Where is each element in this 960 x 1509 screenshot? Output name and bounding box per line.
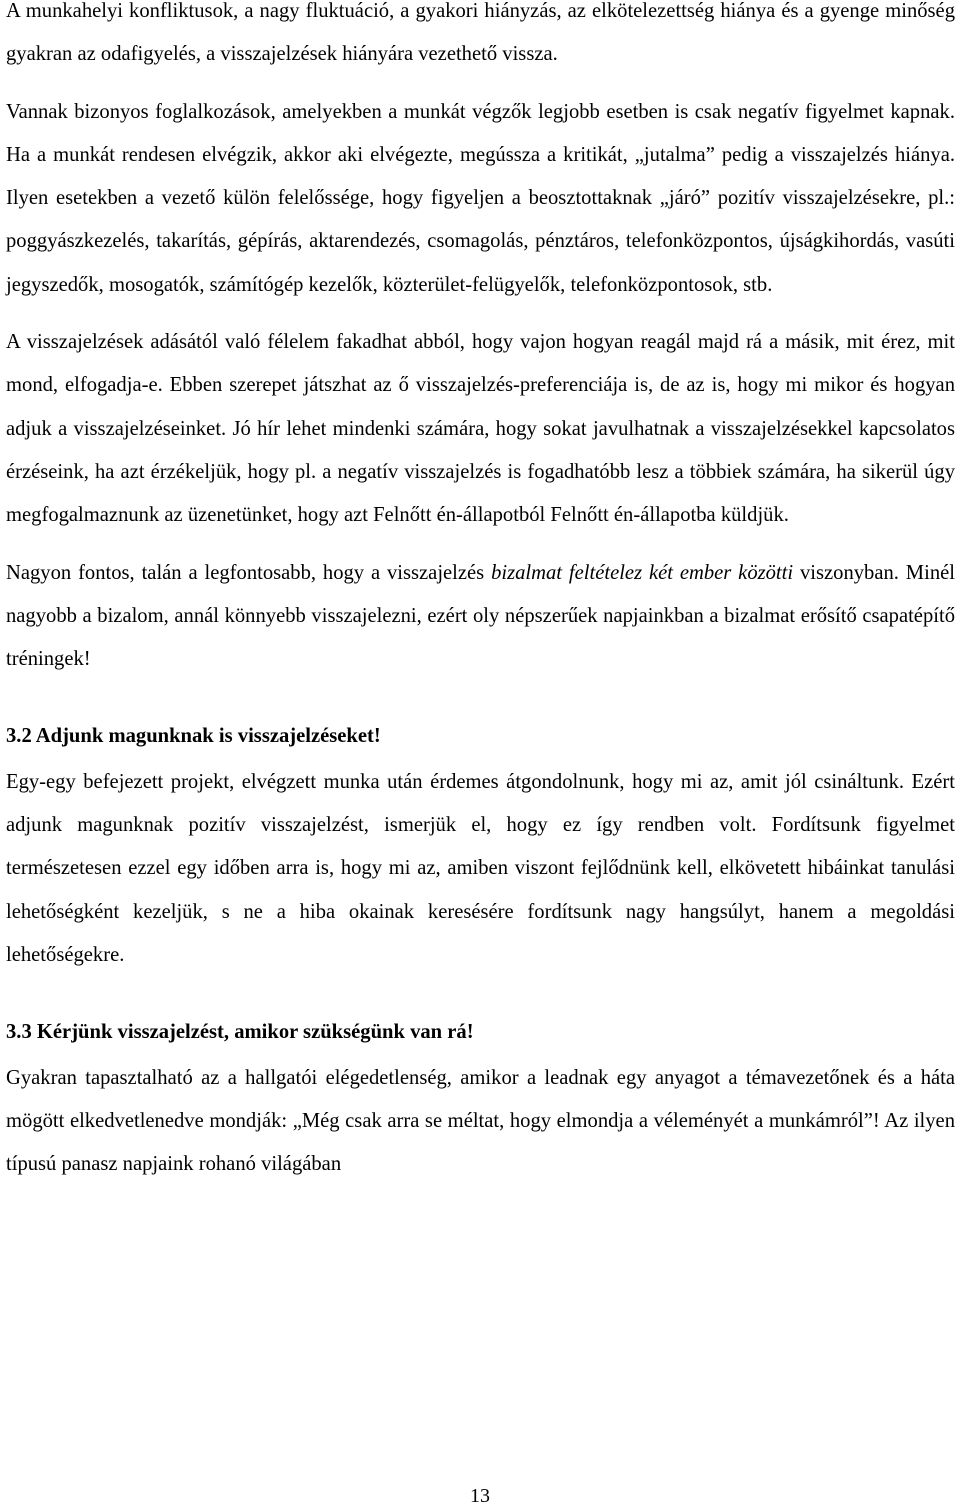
paragraph-trust-emphasis: bizalmat feltételez két ember közötti [491, 561, 794, 584]
paragraph-trust-start: Nagyon fontos, talán a legfontosabb, hogy a visszajelzés [6, 561, 492, 584]
section-heading-3-2: 3.2 Adjunk magunknak is visszajelzéseket! [6, 725, 381, 748]
paragraph-ask-feedback: Gyakran tapasztalható az a hallgatói elégedetlenség, amikor a leadnak egy anyagot a témavezetőnek és a háta mögött elkedvetlenedve mondják: „Még csak arra se méltat, hogy elmondja a véleményét a munkámról”! Az ilyen típusú panasz napjaink rohanó világában [6, 1066, 955, 1176]
paragraph-trust [6, 552, 955, 682]
document-page [6, 0, 955, 1186]
paragraph-workplace-conflicts: A munkahelyi konfliktusok, a nagy fluktuáció, a gyakori hiányzás, az elkötelezettség hiánya és a gyenge minőség gyakran az odafigyelés, a visszajelzések hiányára vezethető vissza. [6, 0, 955, 66]
page-number: 13 [470, 1485, 490, 1507]
paragraph-trust-end: viszonyban. Minél nagyobb a bizalom, annál könnyebb visszajelezni, ezért oly népszerűek napjainkban a bizalmat erősítő csapatépítő tréningek! [6, 561, 955, 671]
section-heading-3-3: 3.3 Kérjünk visszajelzést, amikor szükségünk van rá! [6, 1021, 474, 1044]
paragraph-fear-of-feedback: A visszajelzések adásától való félelem fakadhat abból, hogy vajon hogyan reagál majd rá a másik, mit érez, mit mond, elfogadja-e. Ebben szerepet játszhat az ő visszajelzés-preferenciája is, de az is, hogy mi mikor és hogyan adjuk a visszajelzéseinket. Jó hír lehet mindenki számára, hogy sokat javulhatnak a visszajelzésekkel kapcsolatos érzéseink, ha azt érzékeljük, hogy pl. a negatív visszajelzés is fogadhatóbb lesz a többiek számára, ha sikerül úgy megfogalmaznunk az üzenetünket, hogy azt Felnőtt én-állapotból Felnőtt én-állapotba küldjük. [6, 331, 955, 527]
paragraph-self-feedback: Egy-egy befejezett projekt, elvégzett munka után érdemes átgondolnunk, hogy mi az, amit jól csináltunk. Ezért adjunk magunknak pozitív visszajelzést, ismerjük el, hogy ez így rendben volt. Fordítsunk figyelmet természetesen ezzel egy időben arra is, hogy mi az, amiben viszont fejlődnünk kell, elkövetett hibáinkat tanulási lehetőségként kezeljük, s ne a hiba okainak keresésére fordítsunk nagy hangsúlyt, hanem a megoldási lehetőségekre. [6, 770, 955, 966]
paragraph-negative-attention: Vannak bizonyos foglalkozások, amelyekben a munkát végzők legjobb esetben is csak negatív figyelmet kapnak. Ha a munkát rendesen elvégzik, akkor aki elvégezte, megússza a kritikát, „jutalma” pedig a visszajelzés hiánya. Ilyen esetekben a vezető külön felelőssége, hogy figyeljen a beosztottaknak „járó” pozitív visszajelzésekre, pl.: poggyászkezelés, takarítás, gépírás, aktarendezés, csomagolás, pénztáros, telefonközpontos, újságkihordás, vasúti jegyszedők, mosogatók, számítógép kezelők, közterület-felügyelők, telefonközpontosok, stb. [6, 100, 955, 296]
